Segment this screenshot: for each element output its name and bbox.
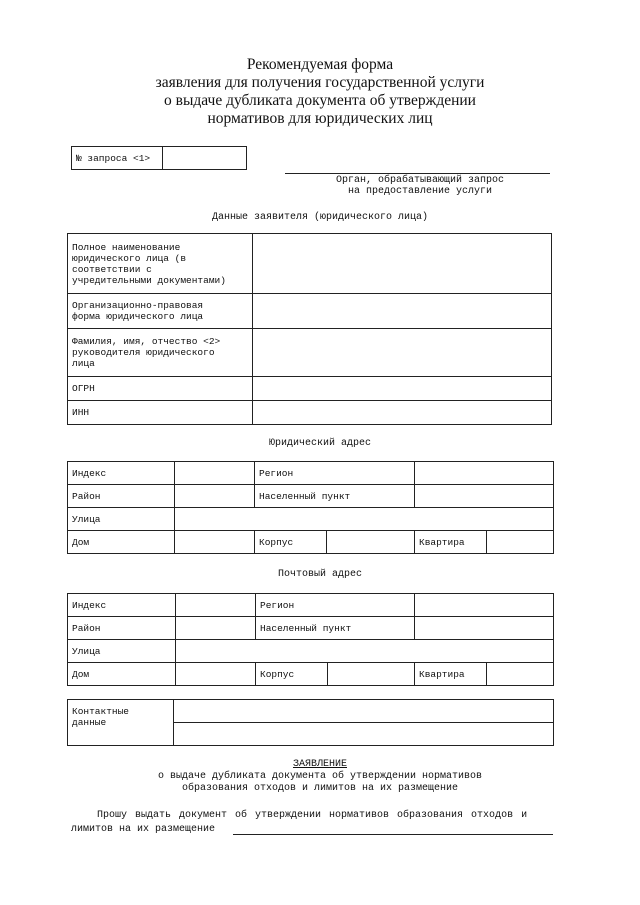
postal-apartment-field[interactable] bbox=[487, 663, 554, 686]
legal-street-field[interactable] bbox=[175, 508, 554, 531]
label-line: юридического лица (в bbox=[72, 252, 187, 264]
legal-house-field[interactable] bbox=[175, 531, 255, 554]
legal-building-label: Корпус bbox=[255, 531, 327, 554]
legal-house-label: Дом bbox=[68, 531, 175, 554]
postal-address-heading: Почтовый адрес bbox=[277, 569, 362, 580]
statement-title bbox=[0, 759, 640, 770]
organ-signature-line[interactable] bbox=[285, 173, 550, 174]
legal-form-label bbox=[68, 294, 253, 329]
inn-field[interactable] bbox=[253, 401, 552, 425]
full-name-label bbox=[68, 234, 253, 294]
label-line: Фамилия, имя, отчество <2> bbox=[72, 336, 221, 347]
legal-district-field[interactable] bbox=[175, 485, 255, 508]
label-line: руководителя юридического bbox=[72, 347, 215, 358]
label-line: данные bbox=[72, 717, 107, 728]
statement-title-text: ЗАЯВЛЕНИЕ bbox=[292, 759, 347, 770]
request-number-field[interactable] bbox=[163, 147, 247, 170]
legal-apartment-label: Квартира bbox=[415, 531, 487, 554]
postal-address-table bbox=[67, 593, 554, 686]
postal-building-label: Корпус bbox=[256, 663, 328, 686]
postal-settlement-field[interactable] bbox=[415, 617, 554, 640]
ogrn-label: ОГРН bbox=[68, 377, 253, 401]
legal-building-field[interactable] bbox=[327, 531, 415, 554]
postal-index-field[interactable] bbox=[176, 594, 256, 617]
label-line: учредительными документами) bbox=[72, 274, 226, 286]
postal-region-label: Регион bbox=[256, 594, 415, 617]
legal-settlement-field[interactable] bbox=[415, 485, 554, 508]
title-line-3: о выдаче дубликата документа об утверждении bbox=[164, 92, 476, 109]
contact-table bbox=[67, 699, 554, 746]
applicant-heading: Данные заявителя (юридического лица) bbox=[211, 212, 429, 223]
legal-street-label: Улица bbox=[68, 508, 175, 531]
postal-street-field[interactable] bbox=[176, 640, 554, 663]
statement-subtitle-1: о выдаче дубликата документа об утверждении нормативов bbox=[157, 771, 483, 782]
label-line: форма юридического лица bbox=[72, 311, 204, 322]
postal-settlement-label: Населенный пункт bbox=[256, 617, 415, 640]
organ-caption-line-2: на предоставление услуги bbox=[347, 186, 493, 197]
postal-apartment-label: Квартира bbox=[415, 663, 487, 686]
request-fill-line[interactable] bbox=[233, 834, 553, 835]
legal-settlement-label: Населенный пункт bbox=[255, 485, 415, 508]
postal-house-label: Дом bbox=[68, 663, 176, 686]
label-line: соответствии с bbox=[72, 263, 152, 275]
label-line: лица bbox=[72, 358, 95, 369]
contact-field-2[interactable] bbox=[174, 723, 554, 746]
postal-district-label: Район bbox=[68, 617, 176, 640]
legal-index-field[interactable] bbox=[175, 462, 255, 485]
legal-address-heading: Юридический адрес bbox=[268, 438, 372, 449]
request-number-table bbox=[71, 146, 247, 170]
request-text-line-1: Прошу выдать документ об утверждении нормативов образования отходов и bbox=[97, 810, 528, 821]
contact-label bbox=[68, 700, 174, 746]
request-text-line-2: лимитов на их размещение bbox=[71, 824, 216, 835]
legal-address-table bbox=[67, 461, 554, 554]
postal-street-label: Улица bbox=[68, 640, 176, 663]
inn-label: ИНН bbox=[68, 401, 253, 425]
title-line-2: заявления для получения государственной услуги bbox=[155, 74, 485, 91]
title-line-1: Рекомендуемая форма bbox=[246, 56, 394, 73]
applicant-table bbox=[67, 233, 552, 425]
postal-index-label: Индекс bbox=[68, 594, 176, 617]
director-name-label bbox=[68, 329, 253, 377]
postal-region-field[interactable] bbox=[415, 594, 554, 617]
legal-region-label: Регион bbox=[255, 462, 415, 485]
label-line: Контактные bbox=[72, 706, 130, 717]
postal-district-field[interactable] bbox=[176, 617, 256, 640]
postal-building-field[interactable] bbox=[328, 663, 415, 686]
postal-house-field[interactable] bbox=[176, 663, 256, 686]
legal-apartment-field[interactable] bbox=[487, 531, 554, 554]
full-name-field[interactable] bbox=[253, 234, 552, 294]
legal-district-label: Район bbox=[68, 485, 175, 508]
request-number-label: № запроса <1> bbox=[72, 147, 163, 170]
legal-index-label: Индекс bbox=[68, 462, 175, 485]
label-line: Полное наименование bbox=[72, 241, 181, 253]
director-name-field[interactable] bbox=[253, 329, 552, 377]
ogrn-field[interactable] bbox=[253, 377, 552, 401]
organ-caption bbox=[300, 175, 540, 197]
title-line-4: нормативов для юридических лиц bbox=[207, 110, 433, 127]
organ-caption-line-1: Орган, обрабатывающий запрос bbox=[335, 175, 505, 186]
form-title bbox=[0, 56, 640, 128]
legal-form-field[interactable] bbox=[253, 294, 552, 329]
statement-subtitle-2: образования отходов и лимитов на их размещение bbox=[181, 783, 459, 794]
legal-region-field[interactable] bbox=[415, 462, 554, 485]
contact-field-1[interactable] bbox=[174, 700, 554, 723]
label-line: Организационно-правовая bbox=[72, 300, 204, 311]
